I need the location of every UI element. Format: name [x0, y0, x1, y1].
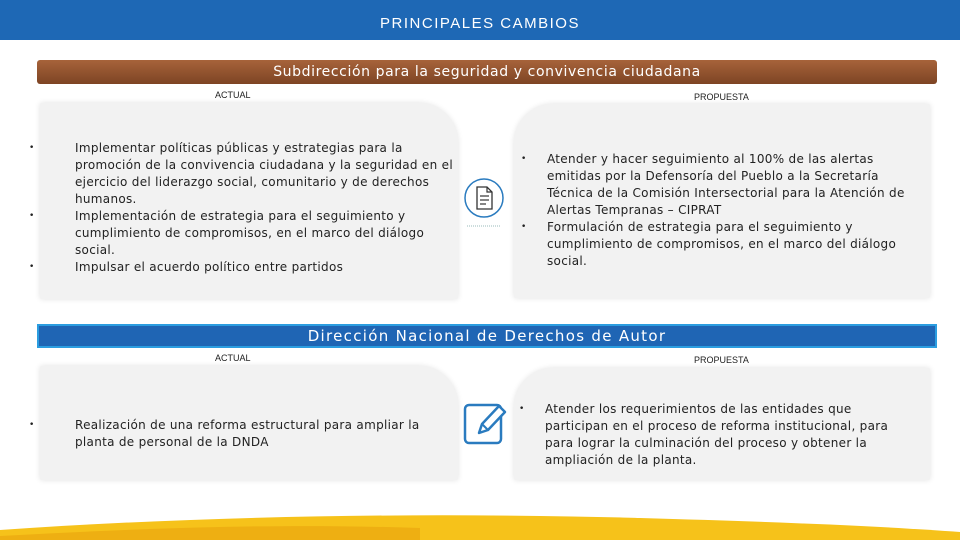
section-title-seguridad: Subdirección para la seguridad y convivencia ciudadana — [37, 60, 937, 84]
page-title: PRINCIPALES CAMBIOS — [380, 15, 580, 32]
list-item: • Formulación de estrategia para el seguimiento y cumplimiento de compromisos, en el marco del diálogo social. — [547, 219, 922, 270]
document-icon — [462, 176, 506, 228]
list-item: • Atender los requerimientos de las entidades que participan en el proceso de reforma institucional, para para lograr la culminación del proceso y obtener la ampliación de la planta. — [545, 401, 915, 469]
list-item: • Implementar políticas públicas y estrategias para la promoción de la convivencia ciudadana y la seguridad en el ejercicio del liderazgo social, comunitario y de derechos humanos. — [75, 140, 455, 208]
actual-list — [75, 140, 455, 276]
edit-icon — [461, 399, 509, 447]
propuesta-label: PROPUESTA — [694, 92, 749, 102]
bottom-wave — [0, 508, 960, 540]
propuesta-label: PROPUESTA — [694, 355, 749, 365]
list-item: • Realización de una reforma estructural para ampliar la planta de personal de la DNDA — [75, 417, 445, 451]
actual-label: ACTUAL — [215, 353, 251, 363]
actual-list — [75, 417, 445, 451]
list-item: • Atender y hacer seguimiento al 100% de las alertas emitidas por la Defensoría del Pueblo a la Secretaría Técnica de la Comisión Intersectorial para la Atención de Alertas Tempranas – CIPRAT — [547, 151, 922, 219]
propuesta-list — [545, 401, 915, 469]
list-item: • Impulsar el acuerdo político entre partidos — [75, 259, 455, 276]
propuesta-list — [547, 151, 922, 270]
actual-label: ACTUAL — [215, 90, 251, 100]
list-item: • Implementación de estrategia para el seguimiento y cumplimiento de compromisos, en el marco del diálogo social. — [75, 208, 455, 259]
section-title-derechos-autor: Dirección Nacional de Derechos de Autor — [37, 324, 937, 348]
